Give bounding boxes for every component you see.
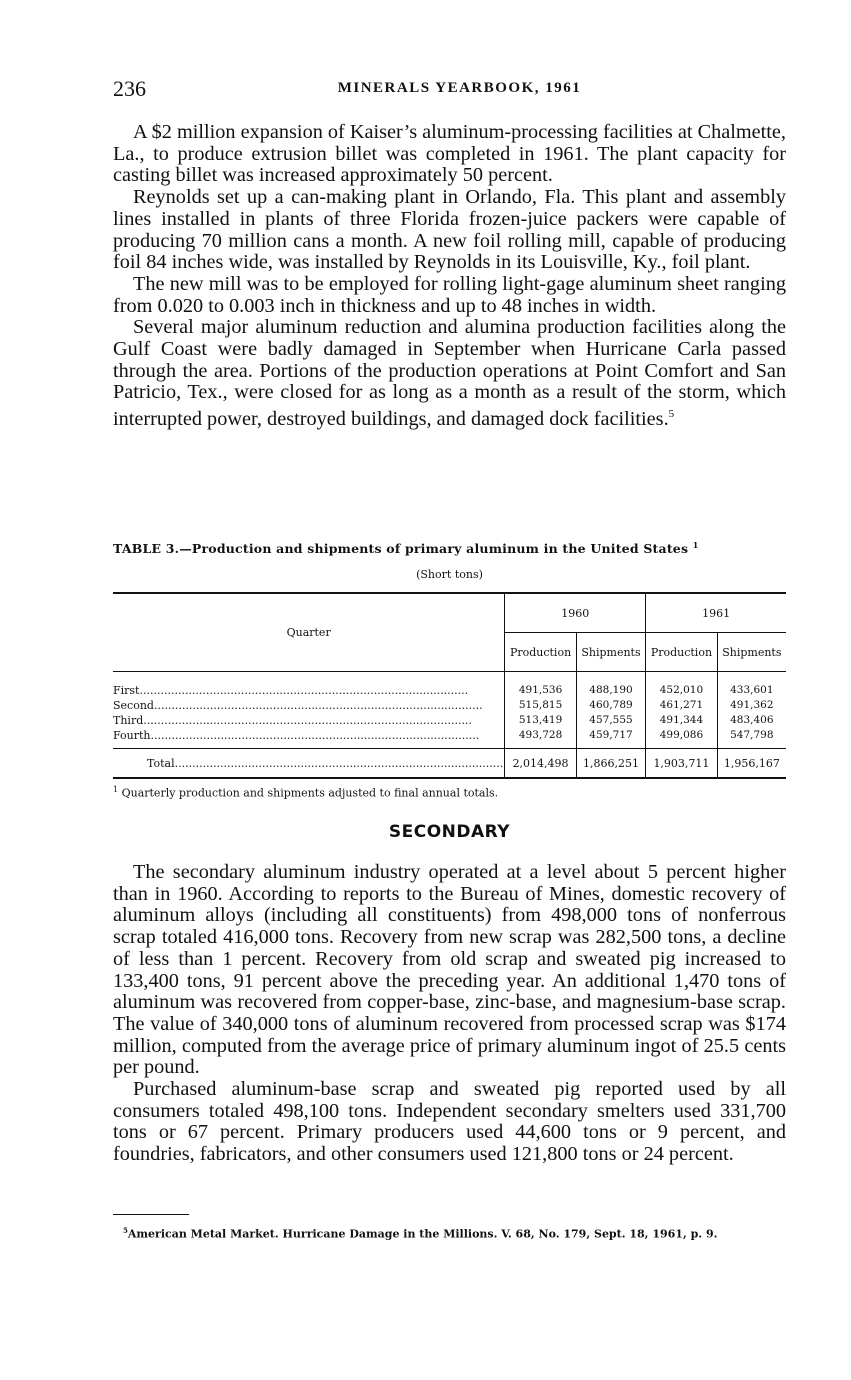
- section-heading: SECONDARY: [388, 822, 511, 842]
- col-production-1960: Production: [505, 633, 577, 672]
- row-label: Fourth..............................................................................................: [113, 728, 505, 749]
- quarter-header: Quarter: [113, 593, 505, 672]
- total-cell: 2,014,498: [505, 749, 577, 779]
- paragraph-secondary-industry: The secondary aluminum industry operated at a level about 5 percent higher than in 1960. According to reports to the Bureau of Mines, domestic recovery of aluminum alloys (including all constituents) from 498,000 tons of nonferrous scrap totaled 416,000 tons. Recovery from new scrap was 282,500 tons, a decline of less than 1 percent. Recovery from old scrap and sweated pig increased to 133,400 tons, 91 percent above the preceding year. An additional 1,470 tons of aluminum was recovered from copper-base, zinc-base, and magnesium-base scrap. The value of 340,000 tons of aluminum recovered from processed scrap was $174 million, computed from the average price of primary aluminum ingot of 25.5 cents per pound.: [113, 861, 786, 1079]
- table-cell: 461,271: [646, 698, 718, 713]
- total-cell: 1,956,167: [717, 749, 786, 779]
- table-row: [113, 728, 786, 749]
- table-cell: 452,010: [646, 672, 718, 699]
- table-cell: 491,362: [730, 699, 774, 711]
- intro-text: [113, 122, 786, 431]
- running-title: MINERALS YEARBOOK, 1961: [337, 80, 582, 96]
- total-cell: 1,866,251: [576, 749, 645, 779]
- page-number: 236: [113, 76, 146, 101]
- footnote-ref: 5: [668, 408, 675, 421]
- col-shipments-1960: Shipments: [576, 633, 645, 672]
- col-production-1961: Production: [646, 633, 718, 672]
- footnote-text: American Metal Market. Hurricane Damage in the Millions. V. 68, No. 179, Sept. 18, 1961, p. 9.: [127, 1227, 718, 1241]
- table-cell: 499,086: [646, 728, 718, 749]
- footnote-number: 5: [123, 1226, 128, 1235]
- year-header-1960: 1960: [505, 593, 646, 633]
- row-label: First..............................................................................................: [113, 672, 505, 699]
- table-cell: 515,815: [505, 698, 577, 713]
- table-cell: 547,798: [730, 729, 774, 741]
- total-label: Total..............................................................................................: [113, 749, 505, 779]
- table-title: [113, 540, 786, 556]
- row-label: Second..............................................................................................: [113, 698, 505, 713]
- table-cell: 493,728: [505, 728, 577, 749]
- table-note-text: Quarterly production and shipments adjusted to final annual totals.: [121, 786, 499, 800]
- table-row: [113, 698, 786, 713]
- table-cell: 513,419: [505, 713, 577, 728]
- table-cell: 491,344: [646, 713, 718, 728]
- table-row: [113, 713, 786, 728]
- footnote: [113, 1224, 786, 1241]
- total-row: [113, 749, 786, 779]
- paragraph-purchased-scrap: Purchased aluminum-base scrap and sweated pig reported used by all consumers totaled 498,100 tons. Independent secondary smelters used 331,700 tons or 67 percent. Primary producers used 44,600 tons or 9 percent, and foundries, fabricators, and other consumers used 121,800 tons or 24 percent.: [113, 1078, 786, 1166]
- total-cell: 1,903,711: [646, 749, 718, 779]
- table-cell: 488,190: [576, 672, 645, 699]
- table-cell: 460,789: [576, 698, 645, 713]
- footnote-divider: [113, 1214, 189, 1215]
- table-cell: 459,717: [576, 728, 645, 749]
- paragraph-hurricane: [113, 317, 786, 430]
- table-cell: 457,555: [576, 713, 645, 728]
- paragraph-hurricane-text: Several major aluminum reduction and alumina production facilities along the Gulf Coast were badly damaged in September when Hurricane Carla passed through the area. Portions of the production operations at Point Comfort and San Patricio, Tex., were closed for as long as a month as a result of the storm, which interrupted power, destroyed buildings, and damaged dock facilities.: [113, 316, 786, 430]
- table-title-note-ref: 1: [692, 540, 699, 550]
- table-note-number: 1: [113, 785, 119, 794]
- table-title-text: TABLE 3.—Production and shipments of primary aluminum in the United States: [113, 541, 689, 557]
- page-header: [113, 76, 786, 106]
- production-table: [113, 592, 786, 779]
- row-label: Third..............................................................................................: [113, 713, 505, 728]
- paragraph-reynolds-plant: Reynolds set up a can-making plant in Orlando, Fla. This plant and assembly lines installed in plants of three Florida frozen-juice packers were capable of producing 70 million cans a month. A new foil rolling mill, capable of producing foil 84 inches wide, was installed by Reynolds in its Louisville, Ky., foil plant.: [113, 186, 786, 274]
- table-subtitle: (Short tons): [416, 568, 483, 581]
- table-row: [113, 672, 786, 699]
- year-header-1961: 1961: [646, 593, 786, 633]
- table-note: [113, 785, 498, 800]
- table-cell: 483,406: [730, 714, 774, 726]
- paragraph-kaiser: A $2 million expansion of Kaiser’s aluminum-processing facilities at Chalmette, La., to produce extrusion billet was completed in 1961. The plant capacity for casting billet was increased approximately 50 percent.: [113, 121, 787, 187]
- table-cell: 491,536: [505, 672, 577, 699]
- col-shipments-1961: Shipments: [717, 633, 786, 672]
- table-cell: 433,601: [730, 684, 774, 696]
- secondary-text: [113, 862, 786, 1166]
- paragraph-new-mill: The new mill was to be employed for rolling light-gage aluminum sheet ranging from 0.020 to 0.003 inch in thickness and up to 48 inches in width.: [113, 272, 786, 317]
